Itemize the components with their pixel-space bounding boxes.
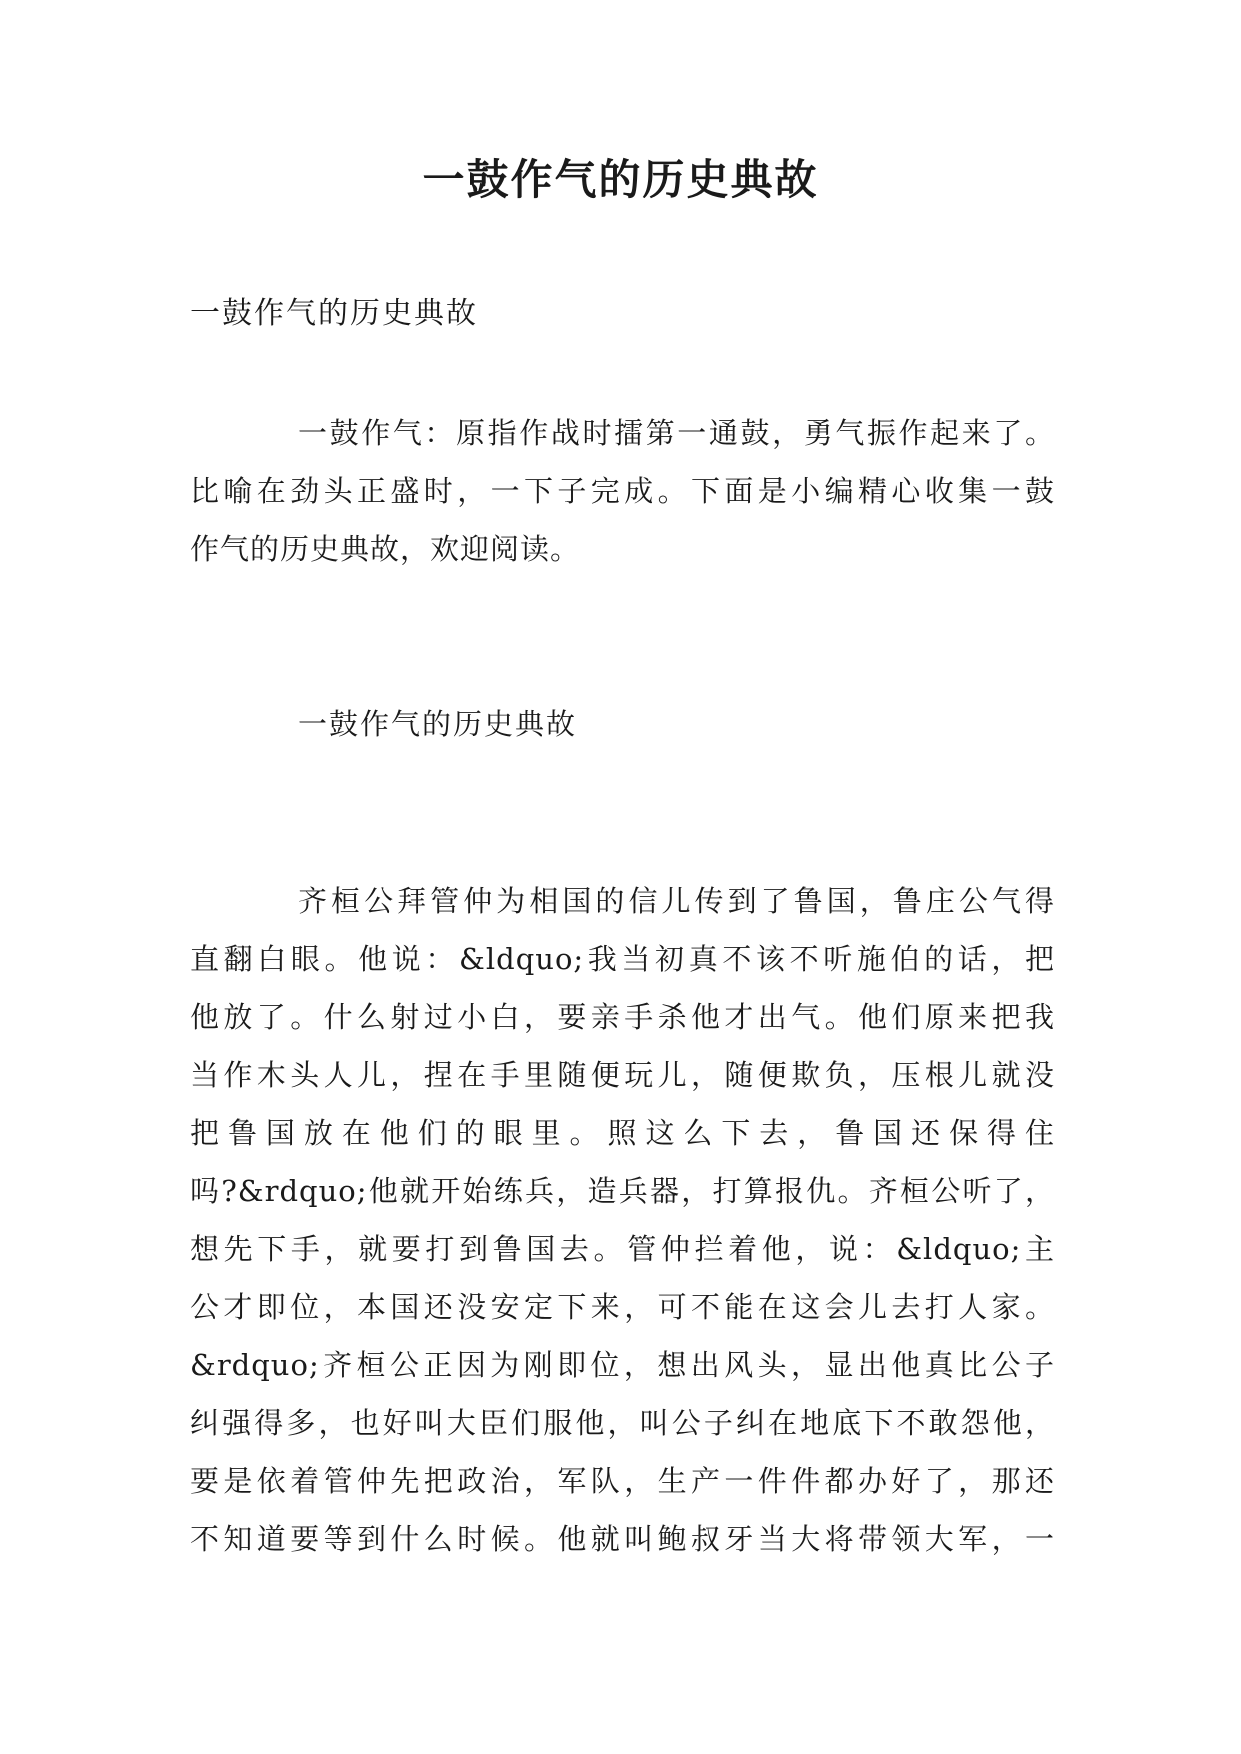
intro-line: 作气的历史典故，欢迎阅读。 <box>190 532 581 566</box>
story-line: 不知道要等到什么时候。他就叫鲍叔牙当大将带领大军，一 <box>190 1522 1055 1556</box>
story-line: 公才即位，本国还没安定下来，可不能在这会儿去打人家。 <box>190 1290 1055 1324</box>
intro-line: 比喻在劲头正盛时，一下子完成。下面是小编精心收集一鼓 <box>190 474 1055 508</box>
story-line: 纠强得多，也好叫大臣们服他，叫公子纠在地底下不敢怨他， <box>190 1406 1055 1440</box>
intro-line: 一鼓作气：原指作战时擂第一通鼓，勇气振作起来了。 <box>298 416 1055 450</box>
story-line: 直翻白眼。他说：&ldquo;我当初真不该不听施伯的话，把 <box>190 942 1055 976</box>
story-line: 想先下手，就要打到鲁国去。管仲拦着他，说：&ldquo;主 <box>190 1232 1055 1266</box>
story-line: 把鲁国放在他们的眼里。照这么下去，鲁国还保得住 <box>190 1116 1055 1150</box>
document-subtitle: 一鼓作气的历史典故 <box>190 296 478 331</box>
document-title: 一鼓作气的历史典故 <box>422 155 819 204</box>
story-line: &rdquo;齐桓公正因为刚即位，想出风头，显出他真比公子 <box>190 1348 1055 1382</box>
story-line: 他放了。什么射过小白，要亲手杀他才出气。他们原来把我 <box>190 1000 1055 1034</box>
story-line: 要是依着管仲先把政治，军队，生产一件件都办好了，那还 <box>190 1464 1055 1498</box>
story-line: 吗?&rdquo;他就开始练兵，造兵器，打算报仇。齐桓公听了， <box>190 1174 1055 1208</box>
intro-paragraph <box>190 404 1055 578</box>
story-line: 齐桓公拜管仲为相国的信儿传到了鲁国，鲁庄公气得 <box>298 884 1055 918</box>
section-heading: 一鼓作气的历史典故 <box>298 707 578 741</box>
story-paragraph <box>190 872 1055 1568</box>
story-line: 当作木头人儿，捏在手里随便玩儿，随便欺负，压根儿就没 <box>190 1058 1055 1092</box>
